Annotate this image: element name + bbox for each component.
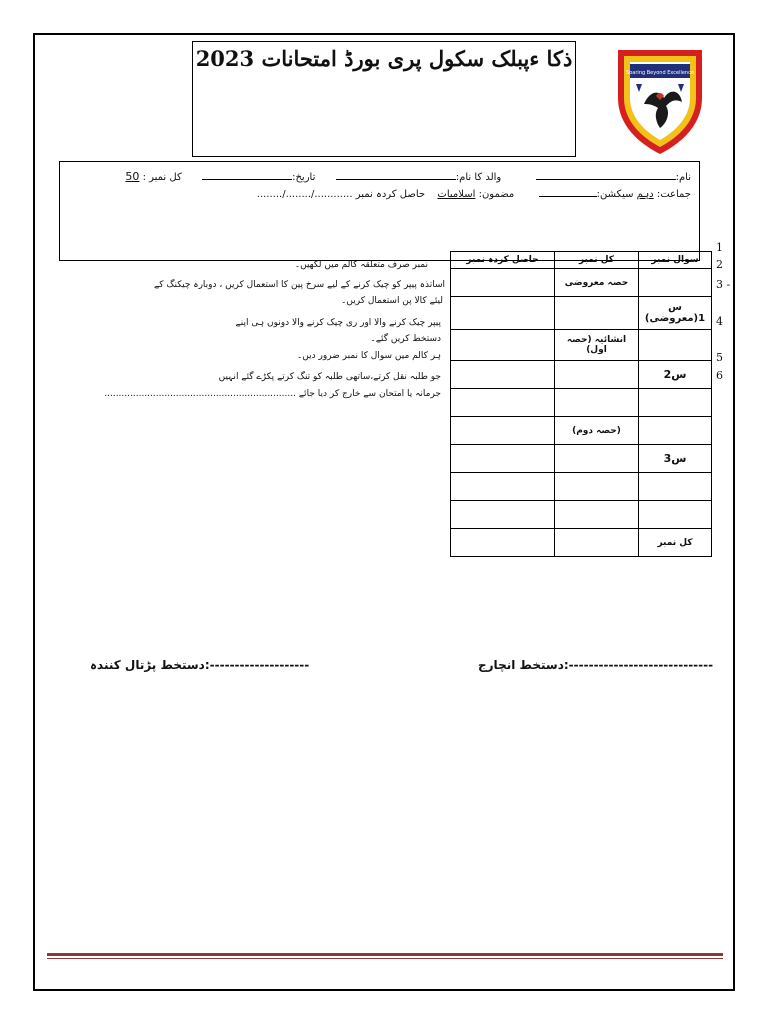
subject-label: مضمون: (478, 189, 515, 200)
table-cell[interactable] (451, 445, 555, 473)
title-box (192, 41, 576, 157)
footer-divider (47, 953, 723, 956)
table-cell[interactable] (555, 529, 639, 557)
table-cell[interactable] (555, 501, 639, 529)
name-field[interactable] (536, 170, 676, 180)
student-info-box (59, 161, 700, 261)
line-number-3: 3 - (716, 278, 731, 291)
table-cell: حصہ معروضی (555, 269, 639, 297)
table-cell[interactable] (639, 330, 712, 361)
line-number-2: 2 (716, 258, 723, 271)
table-cell[interactable] (639, 269, 712, 297)
table-cell[interactable] (451, 473, 555, 501)
table-cell[interactable] (451, 501, 555, 529)
table-cell[interactable] (451, 297, 555, 330)
header-question-number: سوال نمبر (639, 252, 712, 269)
instruction-5-cont: جرمانہ یا امتحان سے خارج کر دیا جائے ................................................................... (104, 389, 441, 399)
table-cell[interactable] (555, 361, 639, 389)
class-label: جماعت: (656, 189, 691, 200)
table-cell[interactable] (639, 473, 712, 501)
table-row (451, 330, 712, 361)
header-obtained-marks: حاصل کردہ نمبر (451, 252, 555, 269)
table-cell[interactable] (555, 473, 639, 501)
table-cell: س 1(معروضی) (639, 297, 712, 330)
line-number-1: 1 (716, 241, 723, 254)
table-cell[interactable] (451, 361, 555, 389)
line-number-6: 6 (716, 369, 723, 382)
info-row-2 (257, 187, 691, 200)
table-row (451, 297, 712, 330)
incharge-signature: دستخط انچارج:----------------------------- (478, 658, 714, 672)
table-cell[interactable] (639, 389, 712, 417)
school-logo (614, 46, 706, 158)
table-cell: (حصہ دوم) (555, 417, 639, 445)
table-cell[interactable] (451, 417, 555, 445)
table-row (451, 417, 712, 445)
page-title: ذکا ءپبلک سکول پری بورڈ امتحانات 2023 (195, 46, 573, 71)
table-cell: س2 (639, 361, 712, 389)
footer-divider-thin (47, 958, 723, 959)
table-cell[interactable] (555, 389, 639, 417)
table-cell: کل نمبر (639, 529, 712, 557)
instruction-3: پیپر چیک کرنے والا اور ری چیک کرنے والا دونوں ہی اپنے (235, 318, 441, 328)
table-cell[interactable] (555, 297, 639, 330)
date-field[interactable] (202, 170, 292, 180)
table-cell[interactable] (451, 389, 555, 417)
line-number-5: 5 (716, 351, 723, 364)
obtained-marks-dots: ............/......../........ (256, 189, 353, 200)
table-row (451, 269, 712, 297)
table-cell[interactable] (639, 501, 712, 529)
name-label: نام: (675, 172, 691, 183)
table-cell[interactable] (451, 269, 555, 297)
examiner-signature: دستخط پڑتال کنندہ:-------------------- (90, 658, 310, 672)
obtained-marks-label: حاصل کردہ نمبر (355, 189, 426, 200)
instruction-2: اساتذہ پیپر کو چیک کرنے کے لیے سرخ پین کا استعمال کریں ، دوبارہ چیکنگ کے (154, 280, 445, 290)
table-cell: س3 (639, 445, 712, 473)
table-row (451, 389, 712, 417)
header-total-marks: کل نمبر (555, 252, 639, 269)
table-row (451, 529, 712, 557)
table-cell[interactable] (451, 529, 555, 557)
section-label: سیکشن: (596, 189, 634, 200)
line-number-4: 4 (716, 315, 723, 328)
table-header-row (451, 252, 712, 269)
table-cell[interactable] (451, 330, 555, 361)
total-marks-label: کل نمبر : (142, 172, 182, 183)
instruction-4: ہر کالم میں سوال کا نمبر ضرور دیں۔ (297, 351, 441, 361)
instruction-2-cont: لیئے کالا پن استعمال کریں۔ (341, 296, 443, 306)
instruction-1: نمبر صرف متعلقہ کالم میں لکھیں۔ (294, 260, 428, 270)
table-cell[interactable] (555, 445, 639, 473)
instruction-5: جو طلبہ نقل کرتے،ساتھی طلبہ کو تنگ کرتے پکڑے گئے انہیں (218, 372, 441, 382)
section-field[interactable] (539, 187, 597, 197)
total-marks-value: 50 (125, 170, 140, 183)
father-name-label: والد کا نام: (455, 172, 502, 183)
instruction-3-cont: دستخط کریں گئے۔ (370, 334, 441, 344)
table-cell[interactable] (639, 417, 712, 445)
date-label: تاریخ: (292, 172, 316, 183)
table-row (451, 501, 712, 529)
table-row (451, 473, 712, 501)
table-row (451, 361, 712, 389)
info-row-1 (125, 170, 691, 183)
class-value: دہم (636, 189, 654, 200)
table-row (451, 445, 712, 473)
father-name-field[interactable] (336, 170, 456, 180)
subject-value: اسلامیات (437, 189, 476, 200)
marks-table (450, 251, 712, 557)
svg-text:Soaring Beyond Excellence: Soaring Beyond Excellence (626, 70, 694, 76)
table-cell: انشائیہ (حصہ اول) (555, 330, 639, 361)
